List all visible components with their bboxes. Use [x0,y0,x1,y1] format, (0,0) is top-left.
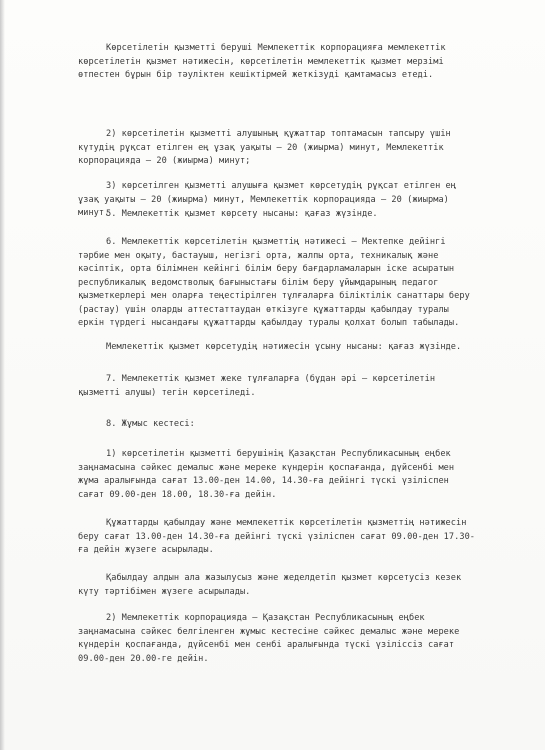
text-line: ға дейін жүзеге асырылады. [78,545,214,555]
paragraph-corporation-schedule [78,612,518,666]
text-line: тәрбие мен оқыту, бастауыш, негізгі орта, жалпы орта, техникалық және [78,250,439,261]
text-line: сағат 09.00-ден 18.00, 18.30-ға дейін. [78,489,277,500]
text-line: беру сағат 13.00-ден 14.30-ға дейінгі түскі үзіліспен сағат 09.00-ден 17.30- [78,531,476,542]
text-line: ұзақ уақыты – 20 (жиырма) минут, Мемлекеттік корпорацияда – 20 (жиырма) [78,194,449,205]
paragraph-free-of-charge [78,373,518,400]
text-line: 7. Мемлекеттік қызмет жеке тұлғаларға (бұдан әрі – көрсетілетін [106,374,436,384]
paragraph-work-schedule-heading [78,418,518,432]
text-line: 5. Мемлекеттік қызмет көрсету нысаны: қағаз жүзінде. [106,209,378,219]
text-line: Көрсетілетін қызметті беруші Мемлекеттік корпорацияға мемлекеттік [106,43,446,53]
text-line: 2) көрсетілетін қызметті алушының құжаттар топтамасын тапсыру үшін [106,129,451,139]
text-line: күту тәртібімен жүзеге асырылады. [78,586,251,597]
text-line: минут. [78,208,110,218]
text-line: еркін түрдегі нысандағы құжаттарды қабылдау туралы қолхат болып табылады. [78,318,460,328]
text-line: өтпестен бұрын бір тәуліктен кешіктірмей жеткізуді қамтамасыз етеді. [78,70,434,80]
text-line: жұма аралығында сағат 13.00-ден 14.00, 14.30-ға дейінгі түскі үзіліспен [78,476,449,486]
paragraph-queue-order [78,572,518,599]
text-line: кәсіптік, орта білімнен кейінгі білім беру бағдарламаларын іске асыратын [78,264,455,274]
paragraph-provider-schedule [78,448,518,502]
paragraph-service-result [78,236,518,331]
text-line: қызметті алушы) тегін көрсетіледі. [78,387,256,398]
text-line: 09.00-ден 20.00-ге дейін. [78,653,209,664]
text-line: 2) Мемлекеттік корпорацияда – Қазақстан Республикасының еңбек [106,613,425,623]
text-line: Құжаттарды қабылдау және мемлекеттік көрсетілетін қызметтің нәтижесін [106,518,467,528]
text-line: 1) көрсетілетін қызметті берушінің Қазақстан Республикасының еңбек [106,449,451,459]
text-line: 8. Жұмыс кестесі: [106,419,195,429]
text-line: күтудің рұқсат етілген ең ұзақ уақыты – 20 (жиырма) минут, Мемлекеттік [78,142,444,153]
page-edge-shadow [0,0,5,750]
paragraph-result-form [78,341,518,355]
text-line: 6. Мемлекеттік көрсетілетін қызметтің нәтижесі – Мектепке дейінгі [106,237,446,247]
text-line: корпорацияда – 20 (жиырма) минут; [78,156,251,166]
paragraph-wait-time [78,128,518,169]
text-line: Қабылдау алдын ала жазылусыз және жеделдетіп қызмет көрсетусіз кезек [106,573,462,583]
text-line: көрсетілетін қызмет нәтижесін, көрсетілетін мемлекеттік қызмет мерзімі [78,56,444,67]
text-line: заңнамасына сәйкес демалыс және мереке күндерін қоспағанда, дүйсенбі мен [78,462,455,473]
text-line: 3) көрсетілген қызметті алушыға қызмет көрсетудің рұқсат етілген ең [106,181,456,191]
paragraph-result-delivery [78,42,518,83]
paragraph-document-acceptance [78,517,518,558]
text-line: заңнамасына сәйкес белгіленген жұмыс кестесіне сәйкес демалыс және мереке [78,626,460,637]
text-line: (растау) үшін оларды аттестаттаудан өткізуге құжаттарды қабылдау туралы [78,304,449,315]
text-line: қызметкерлері мен оларға теңестірілген тұлғаларға біліктілік санаттары беру [78,291,470,301]
text-line: Мемлекеттік қызмет көрсетудің нәтижесін ұсыну нысаны: қағаз жүзінде. [106,342,462,352]
text-line: күндерін қоспағанда, дүйсенбі мен сенбі аралығында түскі үзіліссіз сағат [78,640,455,650]
text-line: республикалық ведомстволық бағыныстағы білім беру ұйымдарының педагог [78,277,439,288]
paragraph-service-form [78,208,518,222]
